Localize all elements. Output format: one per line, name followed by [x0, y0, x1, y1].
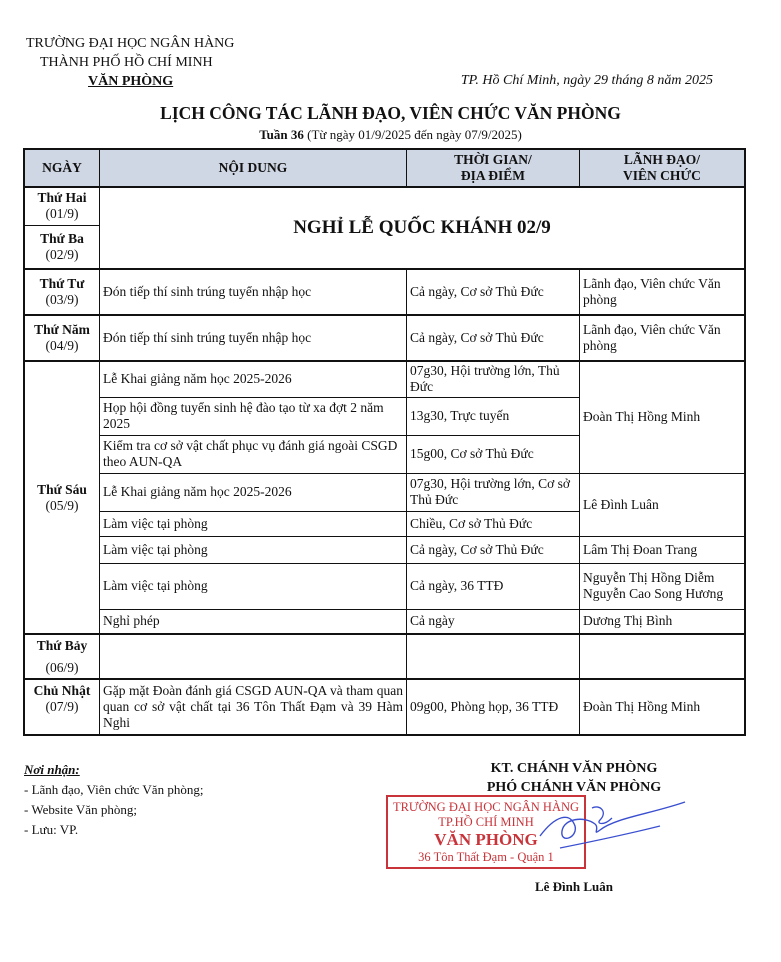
- content-cell: Gặp mặt Đoàn đánh giá CSGD AUN-QA và tham quan quan cơ sở vật chất tại 36 Tôn Thất Đạm và 39 Hàm Nghi: [100, 679, 407, 735]
- recipient-item: - Website Văn phòng;: [24, 802, 137, 817]
- signature-title: [440, 759, 708, 797]
- table-row-friday-4: [24, 473, 745, 511]
- day-date: (02/9): [45, 246, 79, 262]
- person-cell: [580, 634, 746, 679]
- org-city: THÀNH PHỐ HỒ CHÍ MINH: [40, 55, 213, 70]
- day-cell-monday: [24, 187, 100, 225]
- time-cell: 07g30, Hội trường lớn, Thủ Đức: [407, 361, 580, 397]
- content-cell: Đón tiếp thí sinh trúng tuyển nhập học: [100, 315, 407, 361]
- day-name: Thứ Ba: [40, 230, 84, 246]
- day-name: Thứ Bảy: [36, 637, 88, 653]
- day-date: (04/9): [45, 338, 79, 353]
- time-cell: 07g30, Hội trường lớn, Cơ sở Thủ Đức: [407, 473, 580, 511]
- day-cell-thursday: [24, 315, 100, 361]
- table-row-friday-6: [24, 536, 745, 563]
- day-cell-tuesday: [24, 225, 100, 269]
- time-cell: 15g00, Cơ sở Thủ Đức: [407, 435, 580, 473]
- person-cell: Nguyễn Thị Hồng Diễm Nguyễn Cao Song Hương: [580, 563, 746, 609]
- col-header-time: THỜI GIAN/ ĐỊA ĐIỂM: [407, 149, 580, 187]
- col-header-day: NGÀY: [24, 149, 100, 187]
- time-cell: Cả ngày: [407, 609, 580, 634]
- content-cell: Kiểm tra cơ sở vật chất phục vụ đánh giá ngoài CSGD theo AUN-QA: [100, 435, 407, 473]
- content-cell: Lễ Khai giảng năm học 2025-2026: [100, 361, 407, 397]
- date-range: (Từ ngày 01/9/2025 đến ngày 07/9/2025): [303, 127, 522, 142]
- dept-name: VĂN PHÒNG: [88, 74, 174, 89]
- day-date: (05/9): [45, 497, 79, 513]
- stamp-line-3: VĂN PHÒNG: [434, 830, 538, 849]
- day-cell-saturday: [24, 634, 100, 679]
- recipient-item: - Lãnh đạo, Viên chức Văn phòng;: [24, 782, 204, 797]
- day-name: Thứ Tư: [39, 276, 85, 291]
- col-header-person: LÃNH ĐẠO/ VIÊN CHỨC: [580, 149, 746, 187]
- person-cell: Lâm Thị Đoan Trang: [580, 536, 746, 563]
- recipients-block: [24, 760, 203, 840]
- table-row-friday-7: [24, 563, 745, 609]
- day-name: Thứ Hai: [37, 190, 87, 206]
- day-name: Thứ Năm: [34, 322, 90, 337]
- content-cell: Làm việc tại phòng: [100, 563, 407, 609]
- time-cell: Cả ngày, Cơ sở Thủ Đức: [407, 536, 580, 563]
- person-cell: Đoàn Thị Hồng Minh: [580, 361, 746, 473]
- signature-line-2: PHÓ CHÁNH VĂN PHÒNG: [486, 780, 662, 795]
- time-cell: Chiều, Cơ sở Thủ Đức: [407, 511, 580, 536]
- table-row-thursday: [24, 315, 745, 361]
- person-cell: Lãnh đạo, Viên chức Văn phòng: [580, 269, 746, 315]
- signature-line-1: KT. CHÁNH VĂN PHÒNG: [490, 761, 658, 776]
- handwritten-signature-icon: [500, 796, 700, 866]
- time-cell: 09g00, Phòng họp, 36 TTĐ: [407, 679, 580, 735]
- issuer-block: [26, 34, 234, 91]
- day-date: (01/9): [45, 206, 79, 222]
- person-cell: Lãnh đạo, Viên chức Văn phòng: [580, 315, 746, 361]
- table-row-sunday: [24, 679, 745, 735]
- time-cell: Cả ngày, 36 TTĐ: [407, 563, 580, 609]
- table-row-saturday: [24, 634, 745, 679]
- content-cell: Họp hội đồng tuyển sinh hệ đào tạo từ xa đợt 2 năm 2025: [100, 397, 407, 435]
- content-cell: [100, 634, 407, 679]
- time-cell: Cả ngày, Cơ sở Thủ Đức: [407, 269, 580, 315]
- stamp-line-1: TRƯỜNG ĐẠI HỌC NGÂN HÀNG: [392, 800, 580, 814]
- content-cell: Đón tiếp thí sinh trúng tuyển nhập học: [100, 269, 407, 315]
- stamp-line-4: 36 Tôn Thất Đạm - Quận 1: [418, 850, 554, 864]
- recipients-title: Nơi nhận:: [24, 762, 80, 777]
- schedule-table: [23, 148, 746, 736]
- col-header-content: NỘI DUNG: [100, 149, 407, 187]
- table-row-monday: [24, 187, 745, 225]
- table-row-friday-8: [24, 609, 745, 634]
- content-cell: Làm việc tại phòng: [100, 536, 407, 563]
- table-row-friday-1: [24, 361, 745, 397]
- content-cell: Nghỉ phép: [100, 609, 407, 634]
- time-cell: 13g30, Trực tuyến: [407, 397, 580, 435]
- org-name: TRƯỜNG ĐẠI HỌC NGÂN HÀNG: [26, 36, 235, 51]
- content-cell: Lễ Khai giảng năm học 2025-2026: [100, 473, 407, 511]
- person-cell: Dương Thị Bình: [580, 609, 746, 634]
- person-cell: Đoàn Thị Hồng Minh: [580, 679, 746, 735]
- place-date: TP. Hồ Chí Minh, ngày 29 tháng 8 năm 2025: [460, 73, 713, 88]
- day-name: Thứ Sáu: [37, 481, 87, 497]
- day-cell-sunday: [24, 679, 100, 735]
- time-cell: Cả ngày, Cơ sở Thủ Đức: [407, 315, 580, 361]
- person-cell: Lê Đình Luân: [580, 473, 746, 536]
- day-date: (03/9): [45, 292, 79, 307]
- holiday-banner: NGHỈ LỄ QUỐC KHÁNH 02/9: [100, 187, 746, 269]
- stamp-line-2: TP.HỒ CHÍ MINH: [438, 815, 534, 829]
- day-date: (07/9): [45, 699, 79, 714]
- table-row-wednesday: [24, 269, 745, 315]
- table-header-row: [24, 149, 745, 187]
- time-cell: [407, 634, 580, 679]
- recipient-item: - Lưu: VP.: [24, 822, 79, 837]
- day-date: (06/9): [45, 659, 79, 675]
- week-label: Tuần 36: [259, 127, 304, 142]
- day-cell-wednesday: [24, 269, 100, 315]
- document-title: LỊCH CÔNG TÁC LÃNH ĐẠO, VIÊN CHỨC VĂN PHÒNG: [160, 103, 621, 123]
- signer-name: Lê Đình Luân: [534, 879, 614, 894]
- week-range: [0, 127, 781, 143]
- day-cell-friday: [24, 361, 100, 634]
- content-cell: Làm việc tại phòng: [100, 511, 407, 536]
- day-name: Chủ Nhật: [33, 683, 91, 698]
